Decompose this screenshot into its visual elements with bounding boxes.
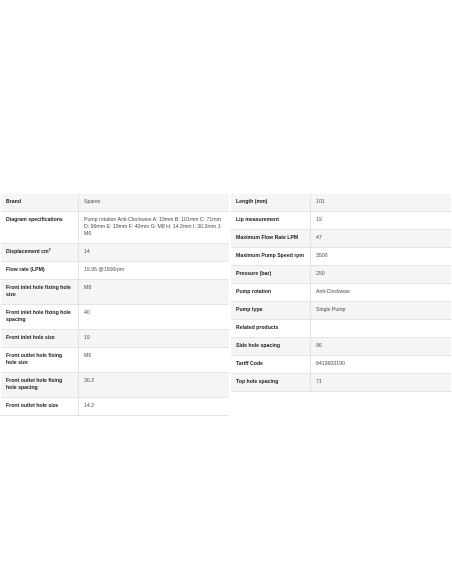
spec-label: Pressure (bar) — [231, 266, 311, 283]
spec-label — [1, 244, 79, 261]
spec-row — [1, 262, 229, 280]
spec-value: Pump rotation Anti-Clockwise A: 19mm B: 101mm C: 71mm D: 96mm E: 19mm F: 40mm G: M8 H: 14.2mm I: 30.2mm J: M6 — [79, 212, 229, 243]
spec-label: Front inlet hole size — [1, 330, 79, 347]
spec-row — [231, 284, 451, 302]
spec-row — [231, 248, 451, 266]
spec-row — [231, 212, 451, 230]
specifications-column-left — [1, 194, 229, 416]
spec-label: Pump rotation — [231, 284, 311, 301]
spec-value — [311, 320, 451, 337]
specifications-column-right — [231, 194, 451, 416]
spec-value: 250 — [311, 266, 451, 283]
spec-value: Single Pump — [311, 302, 451, 319]
spec-label: Front inlet hole fixing hole spacing — [1, 305, 79, 329]
spec-label: Lip measurement — [231, 212, 311, 229]
spec-label: Related products — [231, 320, 311, 337]
spec-label: Maximum Pump Speed rpm — [231, 248, 311, 265]
spec-row — [231, 320, 451, 338]
spec-value: 19 — [311, 212, 451, 229]
spec-row — [1, 280, 229, 305]
spec-value: Sparex — [79, 194, 229, 211]
spec-value: 96 — [311, 338, 451, 355]
spec-row — [1, 330, 229, 348]
spec-value: 19.95 @1500rpm — [79, 262, 229, 279]
spec-row — [1, 305, 229, 330]
spec-value: M8 — [79, 280, 229, 304]
spec-label: Side hole spacing — [231, 338, 311, 355]
spec-value: Anti-Clockwise — [311, 284, 451, 301]
spec-value: 47 — [311, 230, 451, 247]
spec-label-text: Displacement cm — [6, 249, 49, 255]
spec-row — [231, 266, 451, 284]
spec-row — [231, 302, 451, 320]
spec-label: Pump type — [231, 302, 311, 319]
spec-value: 19 — [79, 330, 229, 347]
spec-value: 71 — [311, 374, 451, 391]
spec-row — [1, 244, 229, 262]
spec-label-superscript: 3 — [48, 247, 51, 252]
spec-row — [231, 230, 451, 248]
spec-label: Maximum Flow Rate LPM — [231, 230, 311, 247]
spec-row — [231, 338, 451, 356]
spec-row — [1, 348, 229, 373]
spec-label: Front outlet hole fixing hole size — [1, 348, 79, 372]
spec-label: Tariff Code — [231, 356, 311, 373]
spec-value: 8413603190 — [311, 356, 451, 373]
spec-value: 3500 — [311, 248, 451, 265]
spec-row — [1, 194, 229, 212]
spec-label: Top hole spacing — [231, 374, 311, 391]
spec-label: Diagram specifications — [1, 212, 79, 243]
specifications-table — [1, 194, 451, 416]
spec-value: M6 — [79, 348, 229, 372]
spec-value: 14.2 — [79, 398, 229, 415]
spec-value: 30.2 — [79, 373, 229, 397]
spec-value: 40 — [79, 305, 229, 329]
spec-label: Front inlet hole fixing hole size — [1, 280, 79, 304]
spec-value: 14 — [79, 244, 229, 261]
spec-label: Brand — [1, 194, 79, 211]
spec-row — [231, 194, 451, 212]
spec-row — [231, 374, 451, 392]
spec-value: 101 — [311, 194, 451, 211]
spec-label: Front outlet hole fixing hole spacing — [1, 373, 79, 397]
spec-label: Length (mm) — [231, 194, 311, 211]
spec-row — [1, 212, 229, 244]
spec-label: Flow rate (LPM) — [1, 262, 79, 279]
spec-row — [231, 356, 451, 374]
spec-row — [1, 373, 229, 398]
spec-row — [1, 398, 229, 416]
spec-label: Front outlet hole size — [1, 398, 79, 415]
